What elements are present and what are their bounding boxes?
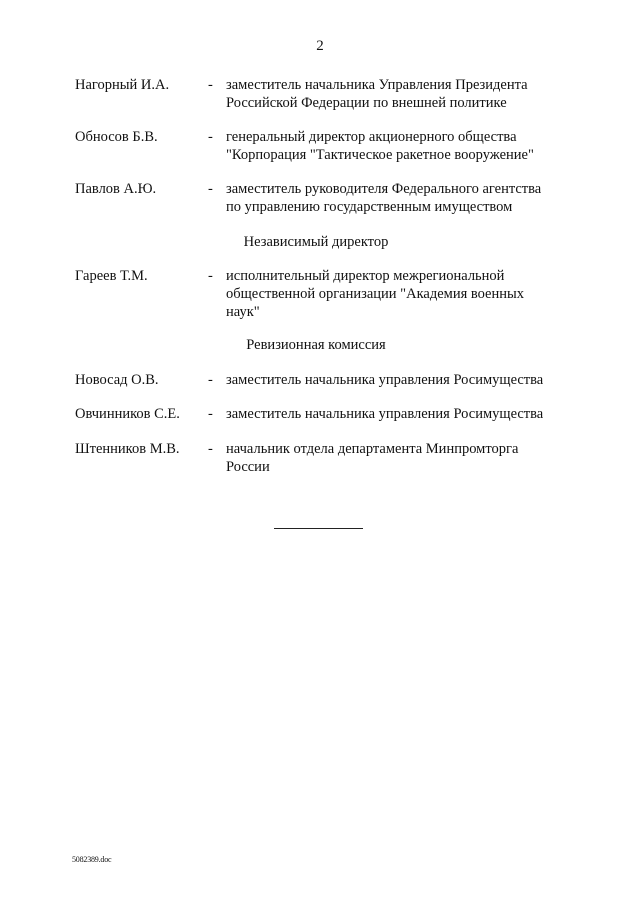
position-line: заместитель начальника Управления Президента — [226, 77, 528, 93]
footer-filename: 5082389.doc — [72, 855, 112, 864]
section-heading-audit-commission: Ревизионная комиссия — [246, 337, 386, 353]
position-line: заместитель начальника управления Росимущества — [226, 372, 544, 388]
section-heading-independent-director: Независимый директор — [243, 234, 389, 250]
dash-separator: - — [208, 77, 213, 93]
member-name: Нагорный И.А. — [75, 77, 170, 93]
member-name: Гареев Т.М. — [75, 268, 148, 284]
position-line: исполнительный директор межрегиональной — [226, 268, 505, 284]
member-name: Павлов А.Ю. — [75, 181, 157, 197]
member-name: Штенников М.В. — [75, 441, 180, 457]
dash-separator: - — [208, 372, 213, 388]
member-position — [226, 180, 586, 216]
position-line: наук" — [226, 304, 260, 320]
position-line: России — [226, 459, 270, 475]
dash-separator: - — [208, 129, 213, 145]
member-name: Овчинников С.Е. — [75, 406, 180, 422]
position-line: общественной организации "Академия военных — [226, 286, 525, 302]
position-line: по управлению государственным имуществом — [226, 199, 513, 215]
member-position — [226, 440, 556, 476]
member-position — [226, 405, 606, 423]
member-position — [226, 76, 556, 112]
end-of-document-rule — [274, 528, 363, 529]
dash-separator: - — [208, 181, 213, 197]
position-line: заместитель руководителя Федерального агентства — [226, 181, 542, 197]
position-line: генеральный директор акционерного общества — [226, 129, 517, 145]
dash-separator: - — [208, 406, 213, 422]
dash-separator: - — [208, 441, 213, 457]
position-line: "Корпорация "Тактическое ракетное вооружение" — [226, 147, 534, 163]
member-name: Новосад О.В. — [75, 372, 159, 388]
position-line: заместитель начальника управления Росимущества — [226, 406, 544, 422]
member-name: Обносов Б.В. — [75, 129, 158, 145]
member-position — [226, 128, 586, 164]
position-line: начальник отдела департамента Минпромторга — [226, 441, 519, 457]
member-position — [226, 371, 606, 389]
position-line: Российской Федерации по внешней политике — [226, 95, 507, 111]
dash-separator: - — [208, 268, 213, 284]
page-number: 2 — [316, 38, 324, 54]
member-position — [226, 267, 556, 321]
